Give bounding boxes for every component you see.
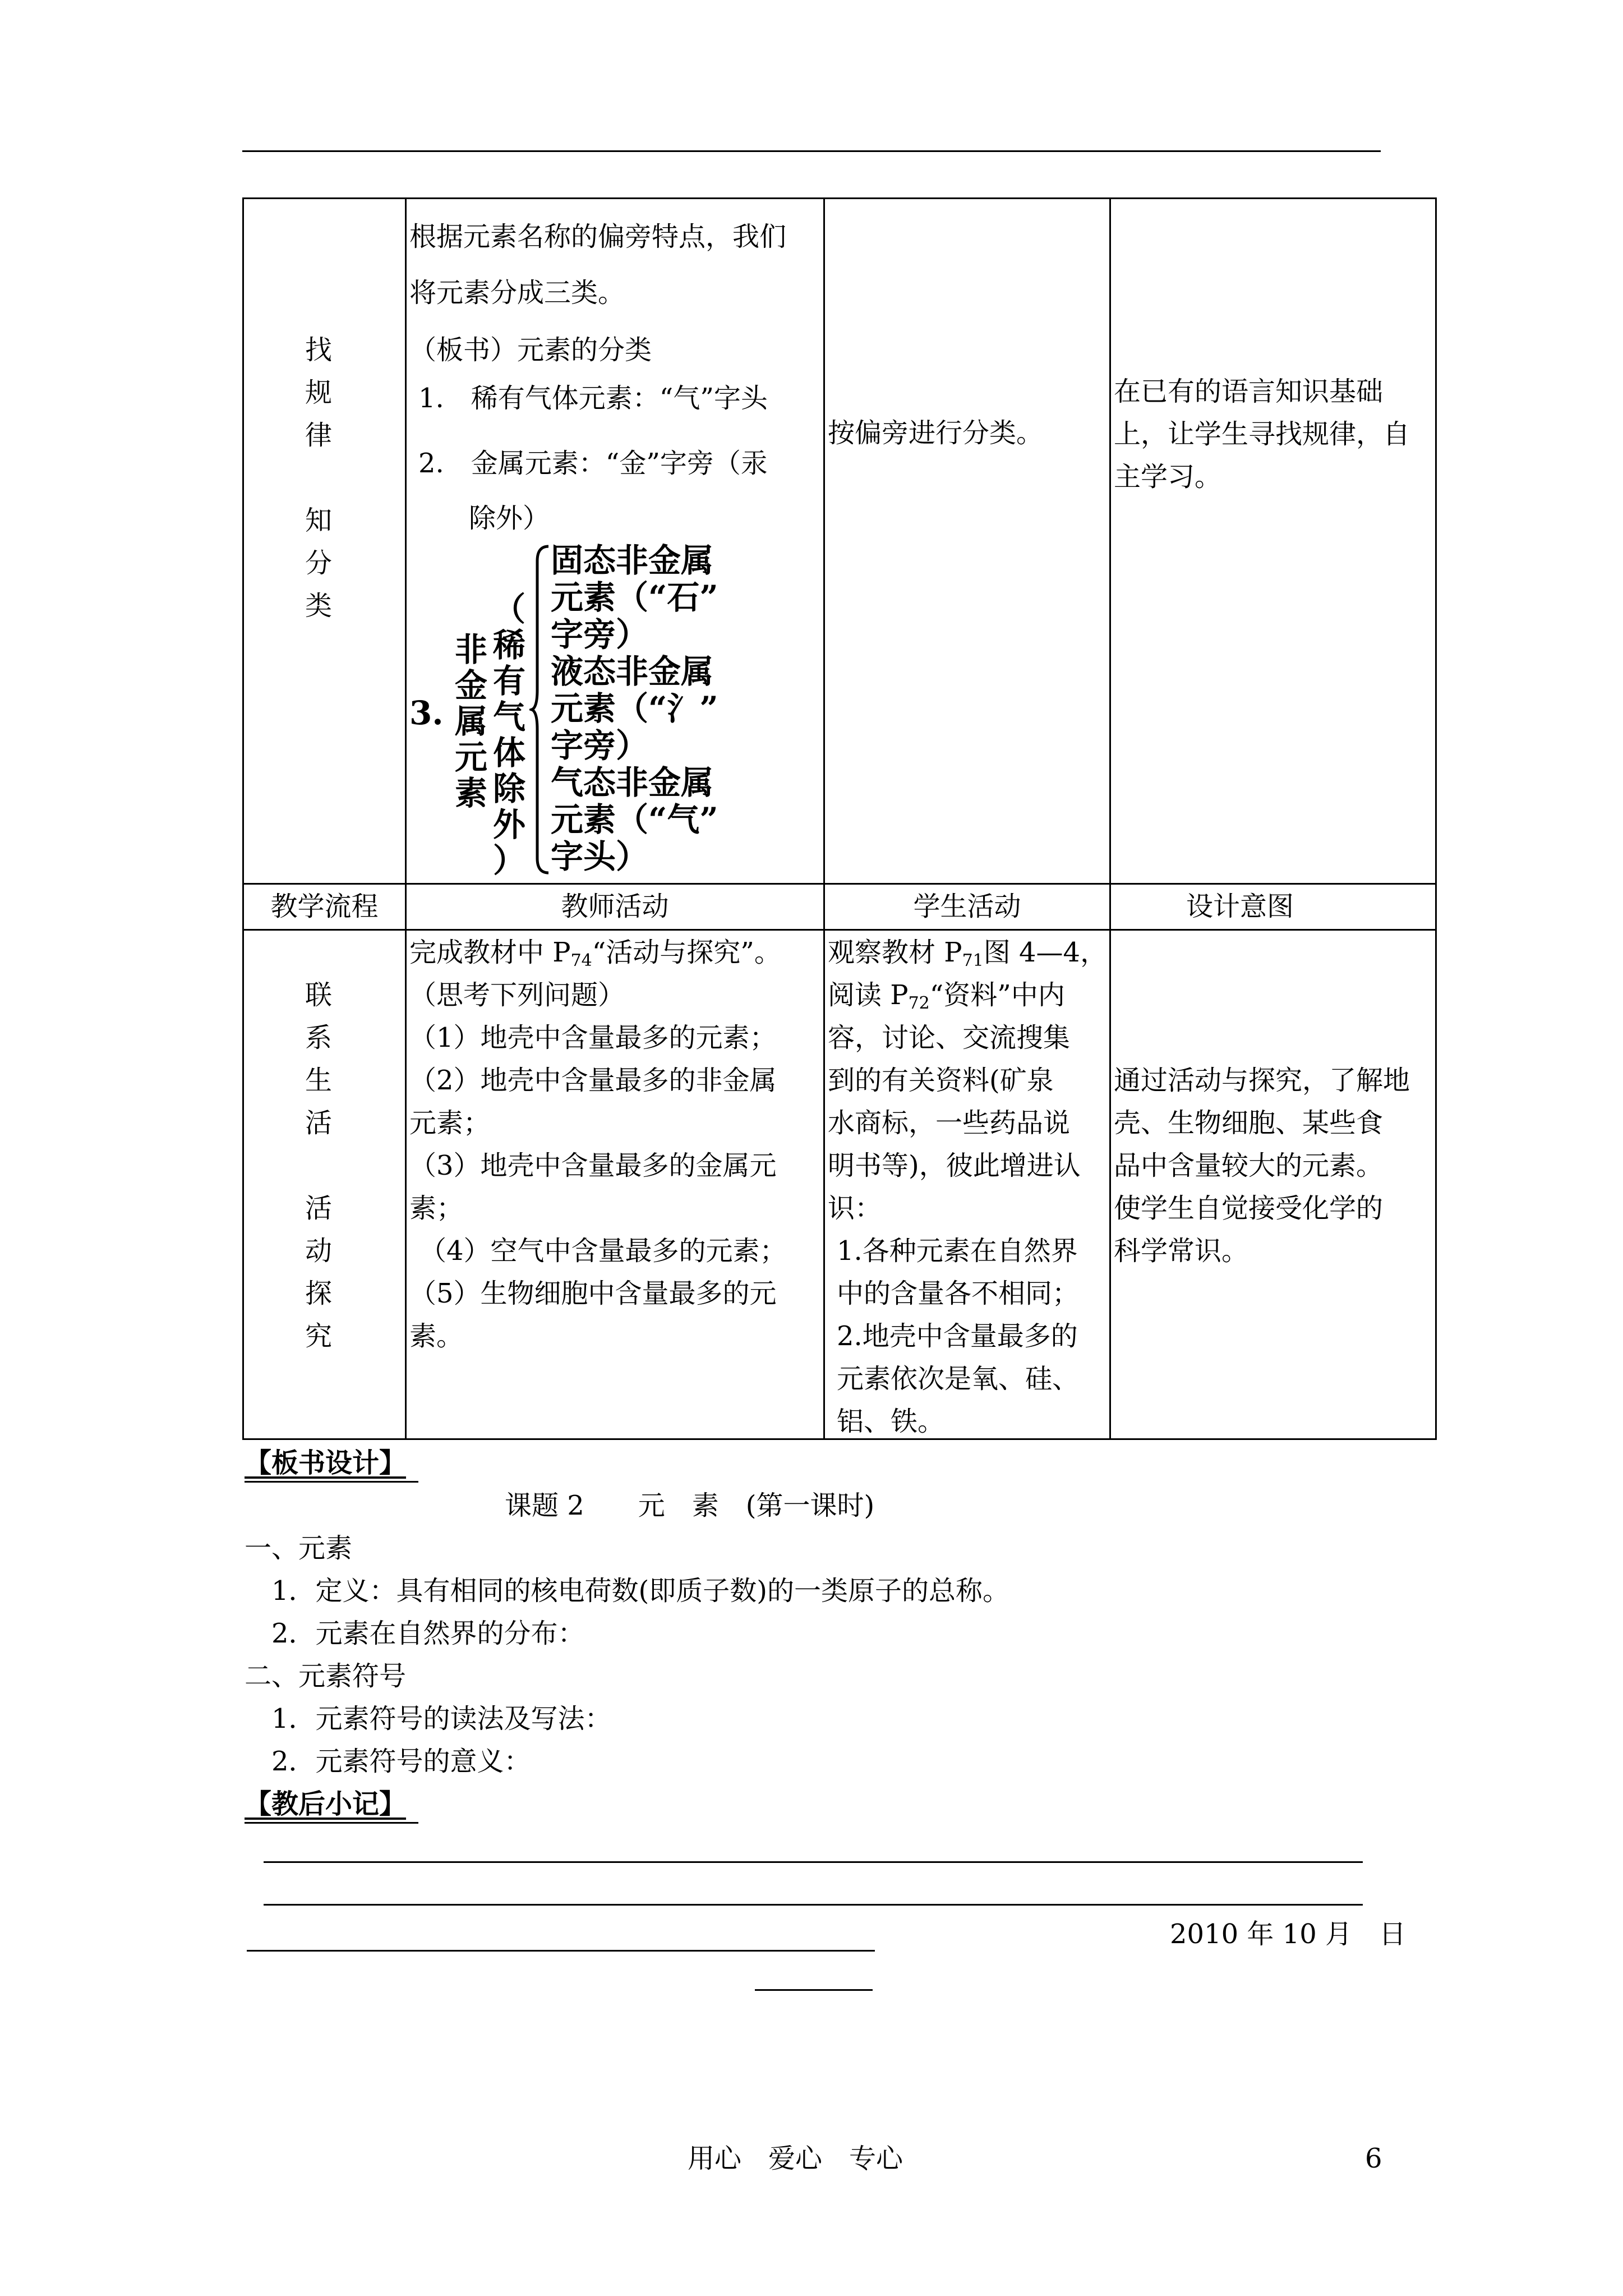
header-rule (242, 150, 1381, 152)
board-heading-rule (245, 1481, 418, 1483)
row1-student-activity: 按偏旁进行分类。 (828, 417, 1044, 449)
notes-heading-rule (245, 1822, 418, 1824)
notes-line-2 (264, 1904, 1363, 1906)
row2-flow-label: 联 系 生 活 活 动 探 究 (305, 979, 332, 1352)
teaching-notes-heading: 【教后小记】 (245, 1788, 407, 1820)
date-line: 2010 年 10 月 日 (1170, 1918, 1407, 1950)
row1-flow-label: 找 规 律 知 分 类 (305, 334, 332, 622)
header-intent: 设计意图 (1186, 891, 1294, 922)
board-title: 课题 2 元 素 (第一课时) (505, 1490, 875, 1521)
short-separator (755, 1989, 873, 1991)
board-design-heading: 【板书设计】 (245, 1447, 407, 1479)
notes-line-1 (264, 1861, 1363, 1863)
brace-icon (529, 544, 552, 875)
header-student: 学生活动 (913, 891, 1021, 922)
footer-motto: 用心 爱心 专心 (688, 2143, 903, 2174)
header-flow: 教学流程 (270, 891, 379, 922)
notes-line-3 (247, 1950, 875, 1952)
header-teacher: 教师活动 (561, 891, 669, 922)
page-number: 6 (1365, 2143, 1382, 2174)
